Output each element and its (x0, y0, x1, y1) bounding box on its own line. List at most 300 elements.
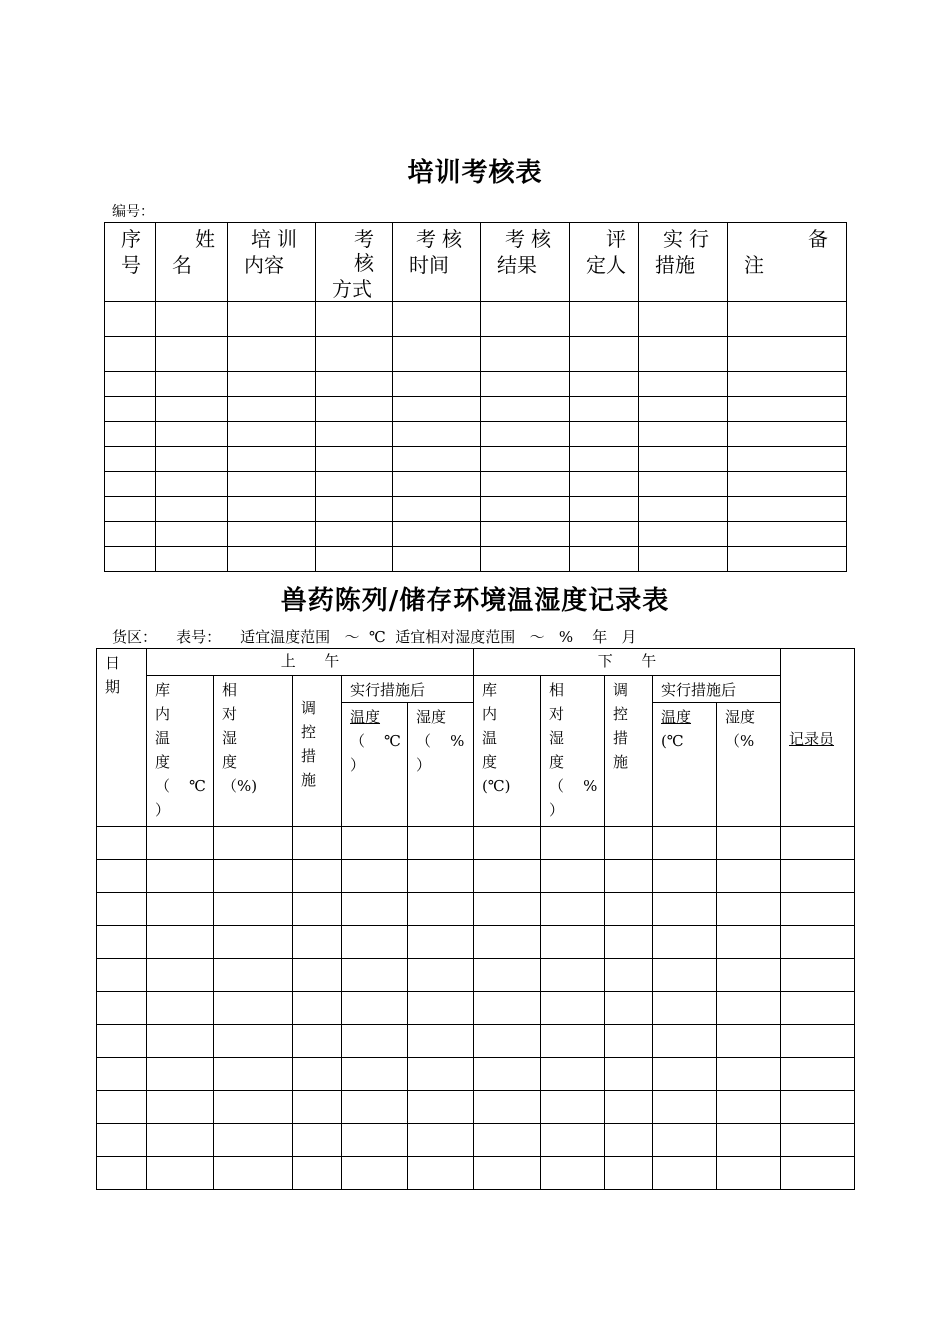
table-cell[interactable] (728, 337, 847, 372)
table-cell[interactable] (408, 1025, 474, 1058)
table-cell[interactable] (541, 1124, 605, 1157)
header-line: 考核 (505, 227, 557, 251)
table-cell[interactable] (228, 337, 316, 372)
table-cell[interactable] (781, 1025, 855, 1058)
table-cell[interactable] (293, 1058, 342, 1091)
table-cell[interactable] (393, 372, 481, 397)
table-cell[interactable] (342, 1025, 408, 1058)
header-line: ） (350, 756, 366, 774)
table-cell[interactable] (147, 1058, 214, 1091)
table-cell[interactable] (653, 827, 717, 860)
table-row (97, 959, 855, 992)
table-cell[interactable] (97, 893, 147, 926)
table-cell[interactable] (481, 397, 570, 422)
table-cell[interactable] (342, 860, 408, 893)
table-cell[interactable] (408, 926, 474, 959)
table-cell[interactable] (717, 1091, 781, 1124)
table-cell[interactable] (781, 959, 855, 992)
table-cell[interactable] (105, 372, 156, 397)
table-cell[interactable] (97, 1124, 147, 1157)
table-cell[interactable] (728, 397, 847, 422)
table-cell[interactable] (214, 893, 293, 926)
table-cell[interactable] (605, 827, 653, 860)
header-line: ） (549, 801, 565, 819)
table-cell[interactable] (728, 497, 847, 522)
table-cell[interactable] (474, 992, 541, 1025)
pm-after-measures-header: 实行措施后 (653, 676, 781, 703)
table-cell[interactable] (97, 827, 147, 860)
table-cell[interactable] (97, 926, 147, 959)
table-cell[interactable] (214, 1025, 293, 1058)
table-cell[interactable] (147, 893, 214, 926)
table-row (105, 447, 847, 472)
temp-humidity-table (96, 648, 855, 1190)
table-cell[interactable] (97, 959, 147, 992)
table-cell[interactable] (474, 827, 541, 860)
table-cell[interactable] (570, 497, 639, 522)
pm-control-header (605, 676, 653, 827)
table-cell[interactable] (728, 522, 847, 547)
table-cell[interactable] (408, 1058, 474, 1091)
table-cell[interactable] (639, 472, 728, 497)
table-cell[interactable] (781, 1124, 855, 1157)
table-cell[interactable] (316, 372, 393, 397)
table-cell[interactable] (474, 893, 541, 926)
header-line: 考核 (354, 227, 380, 275)
table-cell[interactable] (541, 1157, 605, 1190)
table-cell[interactable] (293, 1124, 342, 1157)
table-cell[interactable] (408, 992, 474, 1025)
table-cell[interactable] (639, 522, 728, 547)
table-cell[interactable] (717, 1124, 781, 1157)
table-cell[interactable] (717, 1157, 781, 1190)
table-cell[interactable] (316, 497, 393, 522)
table-cell[interactable] (781, 827, 855, 860)
header-line: 湿 (549, 729, 565, 747)
table-cell[interactable] (781, 860, 855, 893)
table-cell[interactable] (541, 1025, 605, 1058)
table-cell[interactable] (639, 497, 728, 522)
header-line: (℃ (661, 732, 684, 750)
header-line: 库 (482, 681, 498, 699)
table-row (97, 860, 855, 893)
table-cell[interactable] (570, 337, 639, 372)
table-cell[interactable] (105, 447, 156, 472)
table-cell[interactable] (605, 1124, 653, 1157)
table-cell[interactable] (214, 959, 293, 992)
table-cell[interactable] (342, 827, 408, 860)
table-cell[interactable] (605, 893, 653, 926)
table-cell[interactable] (481, 337, 570, 372)
table-cell[interactable] (474, 860, 541, 893)
am-store-temp-header (147, 676, 214, 827)
table-cell[interactable] (97, 992, 147, 1025)
table-cell[interactable] (156, 547, 228, 572)
table-cell[interactable] (717, 1058, 781, 1091)
table-cell[interactable] (570, 547, 639, 572)
table-cell[interactable] (639, 547, 728, 572)
table-cell[interactable] (342, 1157, 408, 1190)
table-cell[interactable] (393, 302, 481, 337)
table-cell[interactable] (342, 893, 408, 926)
table-cell[interactable] (408, 860, 474, 893)
table-cell[interactable] (481, 372, 570, 397)
table-cell[interactable] (474, 1025, 541, 1058)
table-cell[interactable] (228, 522, 316, 547)
table-cell[interactable] (408, 1157, 474, 1190)
header-line: 湿 (222, 729, 238, 747)
table-cell[interactable] (105, 472, 156, 497)
table-cell[interactable] (541, 893, 605, 926)
header-line: 调 (301, 699, 317, 717)
table-cell[interactable] (474, 1157, 541, 1190)
table-cell[interactable] (570, 372, 639, 397)
header-line: 考核 (416, 227, 468, 251)
table-cell[interactable] (97, 860, 147, 893)
table-cell[interactable] (541, 1058, 605, 1091)
table-cell[interactable] (214, 1157, 293, 1190)
table-cell[interactable] (728, 547, 847, 572)
header-line: 评 (606, 227, 626, 251)
table-cell[interactable] (653, 926, 717, 959)
table-cell[interactable] (316, 472, 393, 497)
table-cell[interactable] (474, 1124, 541, 1157)
table-cell[interactable] (570, 522, 639, 547)
table-cell[interactable] (653, 1124, 717, 1157)
table-cell[interactable] (105, 422, 156, 447)
table-cell[interactable] (653, 1058, 717, 1091)
header-line: 措施 (655, 253, 695, 277)
table-cell[interactable] (156, 397, 228, 422)
header-line: 相 (222, 681, 238, 699)
table-cell[interactable] (717, 992, 781, 1025)
table-cell[interactable] (653, 1091, 717, 1124)
table-cell[interactable] (570, 397, 639, 422)
table-row (105, 337, 847, 372)
table-cell[interactable] (105, 547, 156, 572)
table-cell[interactable] (342, 992, 408, 1025)
table-cell[interactable] (293, 893, 342, 926)
header-line: ） (416, 756, 432, 774)
table-cell[interactable] (147, 926, 214, 959)
header-line: （% (725, 732, 755, 750)
table-cell[interactable] (228, 302, 316, 337)
table-cell[interactable] (639, 422, 728, 447)
table-cell[interactable] (147, 1025, 214, 1058)
table-cell[interactable] (393, 522, 481, 547)
table-cell[interactable] (717, 893, 781, 926)
table-row (97, 893, 855, 926)
table-cell[interactable] (393, 497, 481, 522)
table-cell[interactable] (781, 1058, 855, 1091)
table-cell[interactable] (781, 926, 855, 959)
table-cell[interactable] (97, 1157, 147, 1190)
table-cell[interactable] (214, 1091, 293, 1124)
table-row (97, 926, 855, 959)
table-cell[interactable] (316, 337, 393, 372)
table-cell[interactable] (147, 959, 214, 992)
header-evaluator (570, 223, 639, 302)
table-cell[interactable] (214, 992, 293, 1025)
table-cell[interactable] (717, 860, 781, 893)
morning-header: 上 午 (147, 649, 474, 676)
table-row (105, 522, 847, 547)
table-cell[interactable] (214, 1124, 293, 1157)
table-cell[interactable] (342, 926, 408, 959)
table-row (105, 472, 847, 497)
table-cell[interactable] (342, 959, 408, 992)
table-row (105, 422, 847, 447)
table-row (97, 1157, 855, 1190)
header-line: （ ℃ (350, 732, 401, 750)
header-line: 备 (808, 227, 828, 251)
table-cell[interactable] (214, 827, 293, 860)
table-cell[interactable] (156, 447, 228, 472)
table-cell[interactable] (105, 302, 156, 337)
table-cell[interactable] (781, 992, 855, 1025)
table-cell[interactable] (717, 1025, 781, 1058)
pm-after-temp-header (653, 703, 717, 827)
table-cell[interactable] (393, 397, 481, 422)
table-cell[interactable] (97, 1058, 147, 1091)
table-cell[interactable] (156, 337, 228, 372)
header-seq (105, 223, 156, 302)
table-cell[interactable] (728, 372, 847, 397)
header-line: 温 (155, 729, 171, 747)
table-cell[interactable] (105, 522, 156, 547)
table-cell[interactable] (639, 337, 728, 372)
table-cell[interactable] (156, 522, 228, 547)
table-cell[interactable] (653, 893, 717, 926)
header-line: 结果 (497, 253, 537, 277)
table-cell[interactable] (293, 1157, 342, 1190)
am-after-hum-header: 湿度 （ % ） (408, 703, 474, 827)
table-cell[interactable] (541, 1091, 605, 1124)
table-cell[interactable] (97, 1091, 147, 1124)
table-cell[interactable] (228, 422, 316, 447)
table-cell[interactable] (228, 472, 316, 497)
header-line: 时间 (409, 253, 449, 277)
table-row (97, 992, 855, 1025)
table-cell[interactable] (728, 472, 847, 497)
table-cell[interactable] (570, 302, 639, 337)
table-cell[interactable] (481, 547, 570, 572)
recorder-header (781, 649, 855, 827)
table-cell[interactable] (653, 860, 717, 893)
table-cell[interactable] (717, 959, 781, 992)
table-cell[interactable] (293, 1091, 342, 1124)
am-after-temp-label: 温度 (350, 708, 381, 726)
table-cell[interactable] (228, 372, 316, 397)
table-cell[interactable] (653, 1025, 717, 1058)
table-cell[interactable] (293, 1025, 342, 1058)
header-line: （ % (549, 777, 598, 795)
table-cell[interactable] (316, 397, 393, 422)
table-cell[interactable] (653, 1157, 717, 1190)
table-cell[interactable] (570, 472, 639, 497)
table-cell[interactable] (481, 422, 570, 447)
table-cell[interactable] (781, 1091, 855, 1124)
recorder-label: 记录员 (789, 729, 835, 748)
table-row (97, 827, 855, 860)
table-cell[interactable] (393, 447, 481, 472)
table-cell[interactable] (728, 447, 847, 472)
temp-humidity-title: 兽药陈列/储存环境温湿度记录表 (280, 586, 670, 616)
table-cell[interactable] (342, 1124, 408, 1157)
table-cell[interactable] (214, 860, 293, 893)
table-cell[interactable] (228, 497, 316, 522)
table-cell[interactable] (105, 397, 156, 422)
table-cell[interactable] (147, 827, 214, 860)
table-cell[interactable] (408, 1091, 474, 1124)
header-line: 内容 (244, 253, 284, 277)
table-cell[interactable] (228, 397, 316, 422)
table-cell[interactable] (408, 1124, 474, 1157)
header-line: 措 (301, 747, 317, 765)
table-cell[interactable] (728, 302, 847, 337)
am-rel-hum-header (214, 676, 293, 827)
table-cell[interactable] (481, 522, 570, 547)
table-cell[interactable] (316, 302, 393, 337)
table-cell[interactable] (147, 1157, 214, 1190)
table-cell[interactable] (228, 547, 316, 572)
table-cell[interactable] (408, 827, 474, 860)
table-cell[interactable] (781, 893, 855, 926)
table-cell[interactable] (97, 1025, 147, 1058)
table-cell[interactable] (228, 447, 316, 472)
table-cell[interactable] (605, 1157, 653, 1190)
pm-after-temp-label: 温度 (661, 708, 692, 726)
table-cell[interactable] (474, 1091, 541, 1124)
table-cell[interactable] (342, 1058, 408, 1091)
table-cell[interactable] (147, 1091, 214, 1124)
table-cell[interactable] (541, 926, 605, 959)
table-cell[interactable] (541, 860, 605, 893)
table-cell[interactable] (605, 860, 653, 893)
table-cell[interactable] (717, 827, 781, 860)
table-cell[interactable] (605, 992, 653, 1025)
training-table-header (105, 223, 847, 302)
header-line: 相 (549, 681, 565, 699)
header-line: 施 (301, 771, 317, 789)
table-cell[interactable] (541, 992, 605, 1025)
table-cell[interactable] (293, 827, 342, 860)
table-cell[interactable] (105, 337, 156, 372)
table-cell[interactable] (293, 992, 342, 1025)
header-remarks (728, 223, 847, 302)
table-cell[interactable] (474, 1058, 541, 1091)
table-cell[interactable] (147, 860, 214, 893)
table-cell[interactable] (717, 926, 781, 959)
table-cell[interactable] (393, 547, 481, 572)
table-cell[interactable] (156, 422, 228, 447)
table-cell[interactable] (481, 447, 570, 472)
header-line: 培训 (251, 227, 303, 251)
header-line: 内 (482, 705, 498, 723)
header-line: 姓 (195, 227, 215, 251)
table-cell[interactable] (653, 959, 717, 992)
table-cell[interactable] (639, 447, 728, 472)
table-cell[interactable] (393, 337, 481, 372)
header-training-content (228, 223, 316, 302)
header-line: 度 (482, 753, 498, 771)
table-cell[interactable] (316, 422, 393, 447)
table-cell[interactable] (639, 302, 728, 337)
table-cell[interactable] (605, 1091, 653, 1124)
table-cell[interactable] (293, 860, 342, 893)
header-line: （ % (416, 732, 465, 750)
header-line: 度 (155, 753, 171, 771)
table-cell[interactable] (156, 302, 228, 337)
table-cell[interactable] (781, 1157, 855, 1190)
table-cell[interactable] (570, 447, 639, 472)
header-assessment-result (481, 223, 570, 302)
header-line: 对 (549, 705, 565, 723)
table-cell[interactable] (214, 1058, 293, 1091)
table-cell[interactable] (481, 497, 570, 522)
header-line: 注 (744, 253, 764, 277)
table-cell[interactable] (105, 497, 156, 522)
date-label-char: 期 (105, 678, 121, 696)
table-cell[interactable] (147, 1124, 214, 1157)
table-row (97, 1025, 855, 1058)
header-measures (639, 223, 728, 302)
table-cell[interactable] (156, 497, 228, 522)
table-cell[interactable] (393, 422, 481, 447)
header-line: ） (155, 801, 171, 819)
table-cell[interactable] (316, 522, 393, 547)
training-assessment-title: 培训考核表 (407, 158, 543, 188)
table-cell[interactable] (474, 926, 541, 959)
table-cell[interactable] (342, 1091, 408, 1124)
header-name (156, 223, 228, 302)
header-line: 名 (172, 253, 192, 277)
header-line: 序 (121, 227, 141, 251)
table-cell[interactable] (156, 472, 228, 497)
pm-after-hum-header: 湿度 （% (717, 703, 781, 827)
table-cell[interactable] (541, 959, 605, 992)
table-cell[interactable] (408, 959, 474, 992)
table-cell[interactable] (605, 959, 653, 992)
table-cell[interactable] (605, 1025, 653, 1058)
header-line: 方式 (332, 277, 372, 301)
table-cell[interactable] (653, 992, 717, 1025)
table-cell[interactable] (147, 992, 214, 1025)
table-cell[interactable] (639, 372, 728, 397)
table-cell[interactable] (293, 959, 342, 992)
header-line: 定人 (586, 253, 626, 277)
table-row (105, 547, 847, 572)
table-cell[interactable] (214, 926, 293, 959)
table-cell[interactable] (605, 1058, 653, 1091)
header-assessment-time (393, 223, 481, 302)
table-cell[interactable] (316, 547, 393, 572)
table-cell[interactable] (408, 893, 474, 926)
table-cell[interactable] (156, 372, 228, 397)
table-cell[interactable] (293, 926, 342, 959)
table-cell[interactable] (393, 472, 481, 497)
table-cell[interactable] (639, 397, 728, 422)
table-cell[interactable] (605, 926, 653, 959)
table-cell[interactable] (481, 472, 570, 497)
table-cell[interactable] (474, 959, 541, 992)
table-cell[interactable] (728, 422, 847, 447)
table-cell[interactable] (481, 302, 570, 337)
table-cell[interactable] (541, 827, 605, 860)
header-assessment-method (316, 223, 393, 302)
table-cell[interactable] (316, 447, 393, 472)
table-cell[interactable] (570, 422, 639, 447)
